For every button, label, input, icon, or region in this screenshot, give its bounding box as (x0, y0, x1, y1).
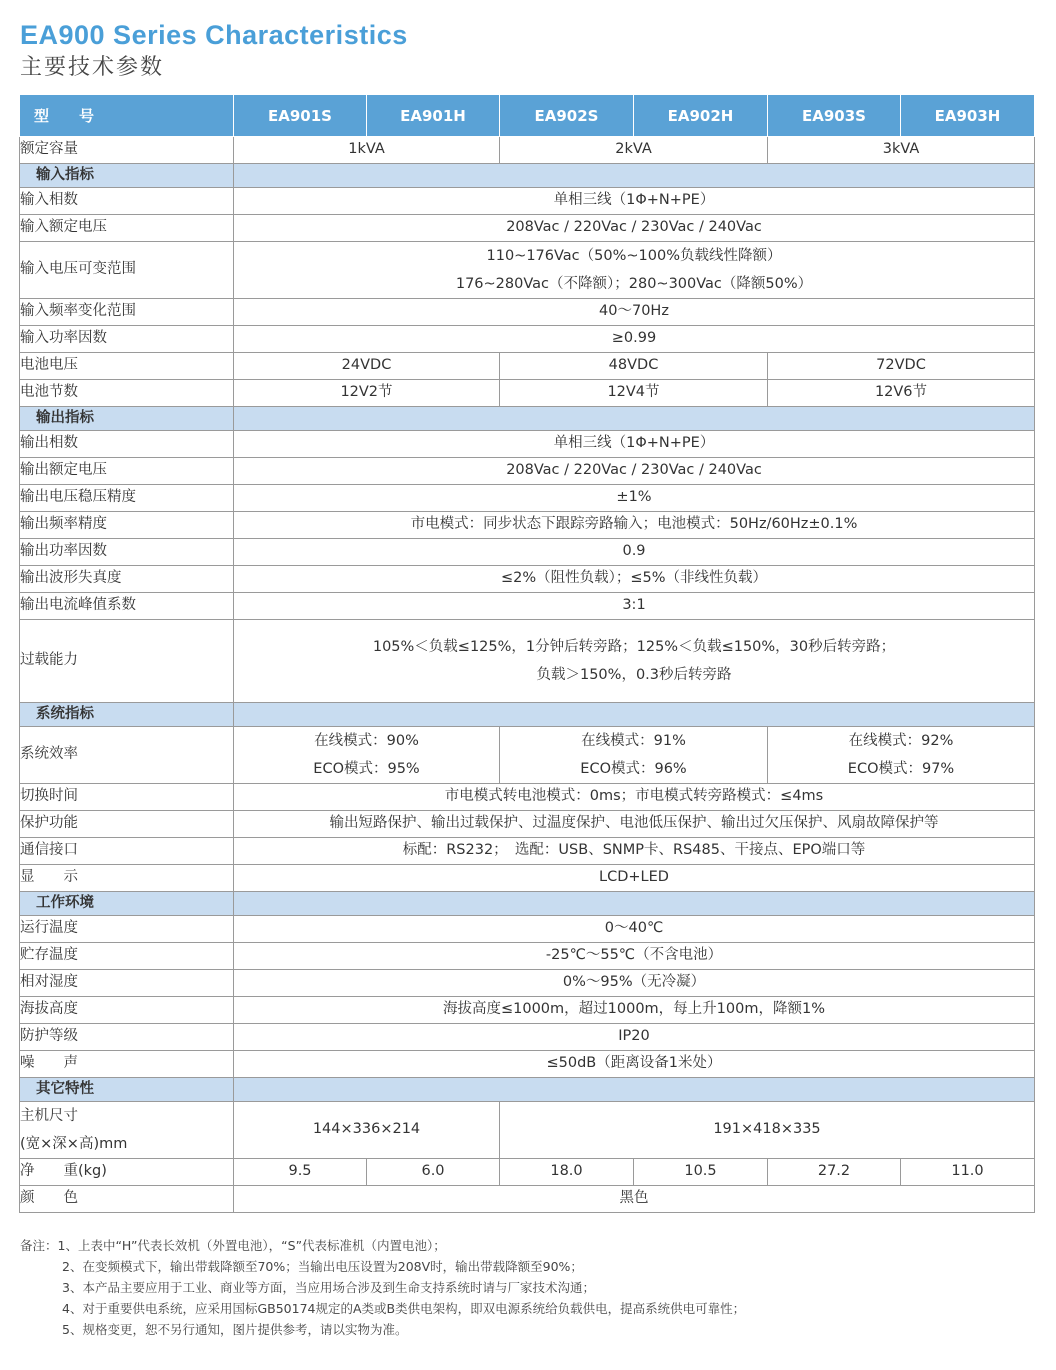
row-value: ≤50dB（距离设备1米处） (234, 1051, 1035, 1078)
row-value-line: 在线模式：90% (314, 733, 419, 749)
notes (20, 1235, 745, 1340)
row-value: 48VDC (500, 353, 768, 380)
row-value (500, 727, 768, 784)
note-line: 2、在变频模式下，输出带载降额至70%；当输出电压设置为208V时，输出带载降额至90%； (62, 1259, 583, 1274)
section-header-row (20, 892, 1035, 916)
row-value: 输出短路保护、输出过载保护、过温度保护、电池低压保护、输出过欠压保护、风扇故障保护等 (234, 811, 1035, 838)
model-name: EA903H (901, 95, 1035, 137)
row-value: 标配：RS232； 选配：USB、SNMP卡、RS485、干接点、EPO端口等 (234, 838, 1035, 865)
row-value: ±1% (234, 485, 1035, 512)
row-value (768, 727, 1035, 784)
row-value-line: 105%＜负载≤125%，1分钟后转旁路；125%＜负载≤150%，30秒后转旁路； (372, 639, 896, 655)
table-row (20, 215, 1035, 242)
section-header-row (20, 407, 1035, 431)
row-value: 27.2 (768, 1159, 901, 1186)
table-row (20, 242, 1035, 299)
row-label: 输入相数 (20, 188, 234, 215)
row-label: 输入电压可变范围 (20, 242, 234, 299)
header-row (20, 95, 1035, 137)
section-filler (234, 892, 1035, 916)
row-label: 电池电压 (20, 353, 234, 380)
table-row (20, 838, 1035, 865)
row-value: 6.0 (367, 1159, 500, 1186)
row-value: 3kVA (768, 137, 1035, 164)
row-value: 12V4节 (500, 380, 768, 407)
section-header-row (20, 164, 1035, 188)
row-value: 9.5 (234, 1159, 367, 1186)
section-header-row (20, 1078, 1035, 1102)
table-row (20, 1102, 1035, 1159)
row-label: 输出相数 (20, 431, 234, 458)
model-name: EA901H (367, 95, 500, 137)
row-label: 过载能力 (20, 620, 234, 703)
row-value: 12V6节 (768, 380, 1035, 407)
row-label: 切换时间 (20, 784, 234, 811)
note-line: 4、对于重要供电系统，应采用国标GB50174规定的A类或B类供电架构，即双电源系统给负载供电，提高系统供电可靠性； (62, 1301, 746, 1316)
table-row (20, 943, 1035, 970)
row-value: IP20 (234, 1024, 1035, 1051)
row-value: 208Vac / 220Vac / 230Vac / 240Vac (234, 458, 1035, 485)
table-row (20, 512, 1035, 539)
row-label: 输出功率因数 (20, 539, 234, 566)
model-name: EA902S (500, 95, 634, 137)
model-name: EA903S (768, 95, 901, 137)
row-value: 191×418×335 (500, 1102, 1035, 1159)
row-label: 输出频率精度 (20, 512, 234, 539)
table-row (20, 458, 1035, 485)
table-row (20, 620, 1035, 703)
section-filler (234, 1078, 1035, 1102)
row-label: 防护等级 (20, 1024, 234, 1051)
row-value-line: ECO模式：96% (580, 761, 687, 777)
row-value (234, 620, 1035, 703)
row-label: 噪 声 (20, 1051, 234, 1078)
table-row (20, 299, 1035, 326)
row-value: 海拔高度≤1000m，超过1000m，每上升100m，降额1% (234, 997, 1035, 1024)
row-value: 单相三线（1Φ+N+PE） (234, 188, 1035, 215)
row-value-line: 负载＞150%，0.3秒后转旁路 (536, 667, 732, 683)
row-value: LCD+LED (234, 865, 1035, 892)
table-row (20, 916, 1035, 943)
model-name: EA901S (234, 95, 367, 137)
row-value-line: 在线模式：91% (581, 733, 686, 749)
table-row (20, 1159, 1035, 1186)
table-row (20, 727, 1035, 784)
model-header: 型 号 (20, 95, 234, 137)
row-label (20, 1102, 234, 1159)
row-value: 12V2节 (234, 380, 500, 407)
table-row (20, 566, 1035, 593)
row-label: 输出电流峰值系数 (20, 593, 234, 620)
row-label: 输入频率变化范围 (20, 299, 234, 326)
row-label: 通信接口 (20, 838, 234, 865)
table-row (20, 188, 1035, 215)
table-row (20, 970, 1035, 997)
table-row (20, 997, 1035, 1024)
table-row (20, 811, 1035, 838)
row-label: 相对湿度 (20, 970, 234, 997)
section-filler (234, 703, 1035, 727)
model-name: EA902H (634, 95, 768, 137)
table-row (20, 593, 1035, 620)
row-value: ≥0.99 (234, 326, 1035, 353)
row-value: 市电模式转电池模式：0ms；市电模式转旁路模式：≤4ms (234, 784, 1035, 811)
section-title: 输出指标 (20, 407, 234, 431)
row-value: 2kVA (500, 137, 768, 164)
section-header-row (20, 703, 1035, 727)
table-row (20, 485, 1035, 512)
row-label-line: 主机尺寸 (20, 1108, 78, 1124)
section-title: 工作环境 (20, 892, 234, 916)
title-en: EA900 Series Characteristics (20, 20, 408, 50)
row-value: 0%～95%（无冷凝） (234, 970, 1035, 997)
row-value: 10.5 (634, 1159, 768, 1186)
row-label: 运行温度 (20, 916, 234, 943)
row-value: 144×336×214 (234, 1102, 500, 1159)
row-label-line: (宽×深×高)mm (20, 1136, 128, 1152)
row-value: 18.0 (500, 1159, 634, 1186)
section-filler (234, 164, 1035, 188)
row-value: 40～70Hz (234, 299, 1035, 326)
row-value: 单相三线（1Φ+N+PE） (234, 431, 1035, 458)
row-value: 黑色 (234, 1186, 1035, 1213)
row-value: 0.9 (234, 539, 1035, 566)
row-label: 贮存温度 (20, 943, 234, 970)
row-value-line: 在线模式：92% (848, 733, 954, 749)
row-value-line: ECO模式：95% (313, 761, 420, 777)
table-row (20, 1186, 1035, 1213)
row-label: 输出额定电压 (20, 458, 234, 485)
note-line: 3、本产品主要应用于工业、商业等方面，当应用场合涉及到生命支持系统时请与厂家技术沟通； (62, 1280, 595, 1295)
row-label: 电池节数 (20, 380, 234, 407)
spec-table (19, 95, 1035, 1213)
row-label: 输入功率因数 (20, 326, 234, 353)
row-value-line: 110~176Vac（50%~100%负载线性降额） (486, 248, 782, 264)
row-value: 11.0 (901, 1159, 1035, 1186)
section-title: 输入指标 (20, 164, 234, 188)
section-filler (234, 407, 1035, 431)
table-row (20, 380, 1035, 407)
table-row (20, 326, 1035, 353)
row-label: 输入额定电压 (20, 215, 234, 242)
row-value: 72VDC (768, 353, 1035, 380)
table-row (20, 865, 1035, 892)
row-value-line: 176~280Vac（不降额）；280~300Vac（降额50%） (455, 276, 813, 292)
row-label: 输出波形失真度 (20, 566, 234, 593)
row-value: 3:1 (234, 593, 1035, 620)
row-label: 额定容量 (20, 137, 234, 164)
row-value (234, 727, 500, 784)
table-row (20, 539, 1035, 566)
row-value: 0～40℃ (234, 916, 1035, 943)
table-row (20, 1024, 1035, 1051)
row-label: 输出电压稳压精度 (20, 485, 234, 512)
note-line: 备注：1、上表中“H”代表长效机（外置电池），“S”代表标准机（内置电池）； (20, 1238, 446, 1253)
table-row (20, 1051, 1035, 1078)
table-row (20, 784, 1035, 811)
row-label: 海拔高度 (20, 997, 234, 1024)
title-cn: 主要技术参数 (20, 55, 165, 80)
row-value (234, 242, 1035, 299)
section-title: 其它特性 (20, 1078, 234, 1102)
row-value: 市电模式：同步状态下跟踪旁路输入；电池模式：50Hz/60Hz±0.1% (234, 512, 1035, 539)
row-value: ≤2%（阻性负载）；≤5%（非线性负载） (234, 566, 1035, 593)
row-value: 24VDC (234, 353, 500, 380)
row-value: -25℃～55℃（不含电池） (234, 943, 1035, 970)
row-label: 系统效率 (20, 727, 234, 784)
row-value: 208Vac / 220Vac / 230Vac / 240Vac (234, 215, 1035, 242)
row-label: 净 重(kg) (20, 1159, 234, 1186)
row-label: 颜 色 (20, 1186, 234, 1213)
section-title: 系统指标 (20, 703, 234, 727)
table-row (20, 353, 1035, 380)
table-row (20, 431, 1035, 458)
row-value: 1kVA (234, 137, 500, 164)
table-row (20, 137, 1035, 164)
row-label: 保护功能 (20, 811, 234, 838)
row-label: 显 示 (20, 865, 234, 892)
note-line: 5、规格变更，恕不另行通知，图片提供参考，请以实物为准。 (62, 1322, 408, 1337)
row-value-line: ECO模式：97% (847, 761, 955, 777)
